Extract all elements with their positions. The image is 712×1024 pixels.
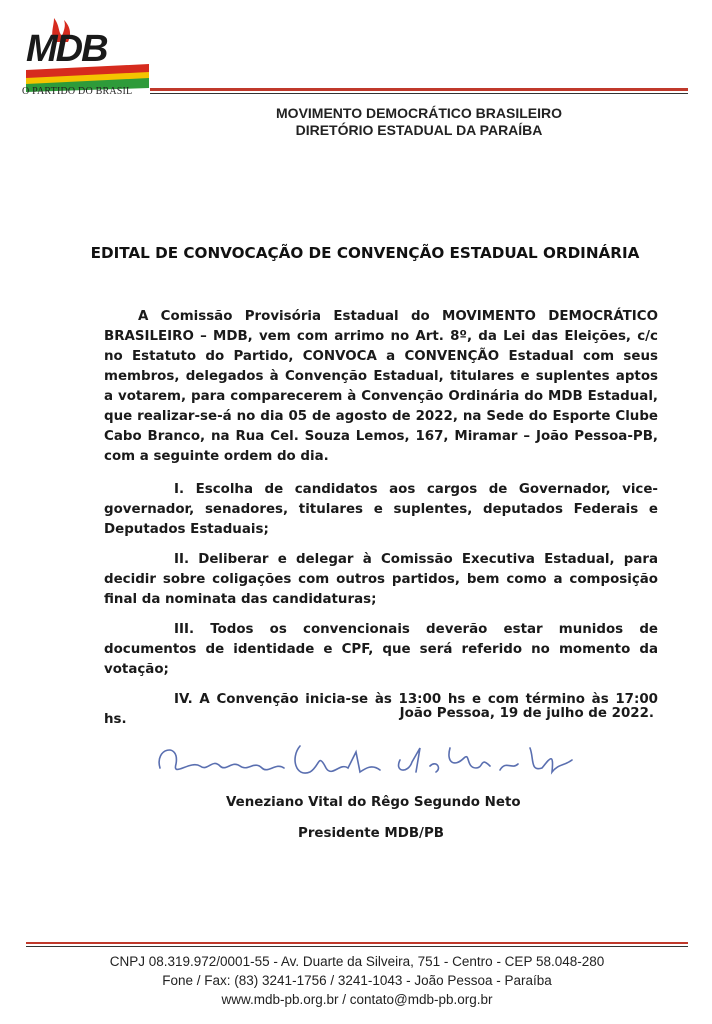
document-body — [104, 307, 658, 730]
agenda-item-3: III. Todos os convencionais deverão estar munidos de documentos de identidade e CPF, que será referido no momento da votação; — [104, 622, 658, 677]
signer-name: Veneziano Vital do Rêgo Segundo Neto — [226, 795, 521, 810]
agenda-item-4: IV. A Convenção inicia-se às 13:00 hs e com término às 17:00 hs. — [104, 692, 658, 727]
organization-directorate: DIRETÓRIO ESTADUAL DA PARAÍBA — [295, 122, 543, 138]
document-title: EDITAL DE CONVOCAÇÃO DE CONVENÇÃO ESTADUAL ORDINÁRIA — [90, 244, 640, 262]
footer-contact — [26, 952, 688, 1009]
agenda-item-2: II. Deliberar e delegar à Comissão Executiva Estadual, para decidir sobre coligações com outros partidos, bem como a composição final da nominata das candidaturas; — [104, 552, 658, 607]
intro-paragraph: A Comissão Provisória Estadual do MOVIMENTO DEMOCRÁTICO BRASILEIRO – MDB, vem com arrimo no Art. 8º, da Lei das Eleições, c/c no Estatuto do Partido, CONVOCA a CONVENÇÃO Estadual com seus membros, delegados à Convenção Estadual, titulares e suplentes aptos a votarem, para comparecerem à Convenção Ordinária do MDB Estadual, que realizar-se-á no dia 05 de agosto de 2022, na Sede do Esporte Clube Cabo Branco, na Rua Cel. Souza Lemos, 167, Miramar – João Pessoa-PB, com a seguinte ordem do dia. — [104, 309, 658, 464]
agenda-item-1: I. Escolha de candidatos aos cargos de Governador, vice-governador, senadores, titulares e suplentes, deputados Federais e Deputados Estaduais; — [104, 482, 658, 537]
footer-cnpj-address: CNPJ 08.319.972/0001-55 - Av. Duarte da Silveira, 751 - Centro - CEP 58.048-280 — [109, 954, 605, 969]
footer-rule-red — [26, 942, 688, 944]
organization-heading — [150, 105, 688, 139]
logo-wordmark: MDB — [26, 28, 107, 70]
place-and-date: João Pessoa, 19 de julho de 2022. — [399, 706, 654, 721]
header-rule-dark — [150, 93, 688, 94]
header-rule-red — [150, 88, 688, 91]
signer-role: Presidente MDB/PB — [298, 826, 444, 841]
footer-web-email[interactable]: www.mdb-pb.org.br / contato@mdb-pb.org.br — [221, 992, 493, 1007]
footer-rule-dark — [26, 946, 688, 947]
organization-name: MOVIMENTO DEMOCRÁTICO BRASILEIRO — [276, 105, 562, 121]
handwritten-signature-icon — [150, 738, 580, 786]
logo-tagline: O PARTIDO DO BRASIL — [22, 86, 133, 97]
footer-phone: Fone / Fax: (83) 3241-1756 / 3241-1043 - João Pessoa - Paraíba — [162, 973, 552, 988]
